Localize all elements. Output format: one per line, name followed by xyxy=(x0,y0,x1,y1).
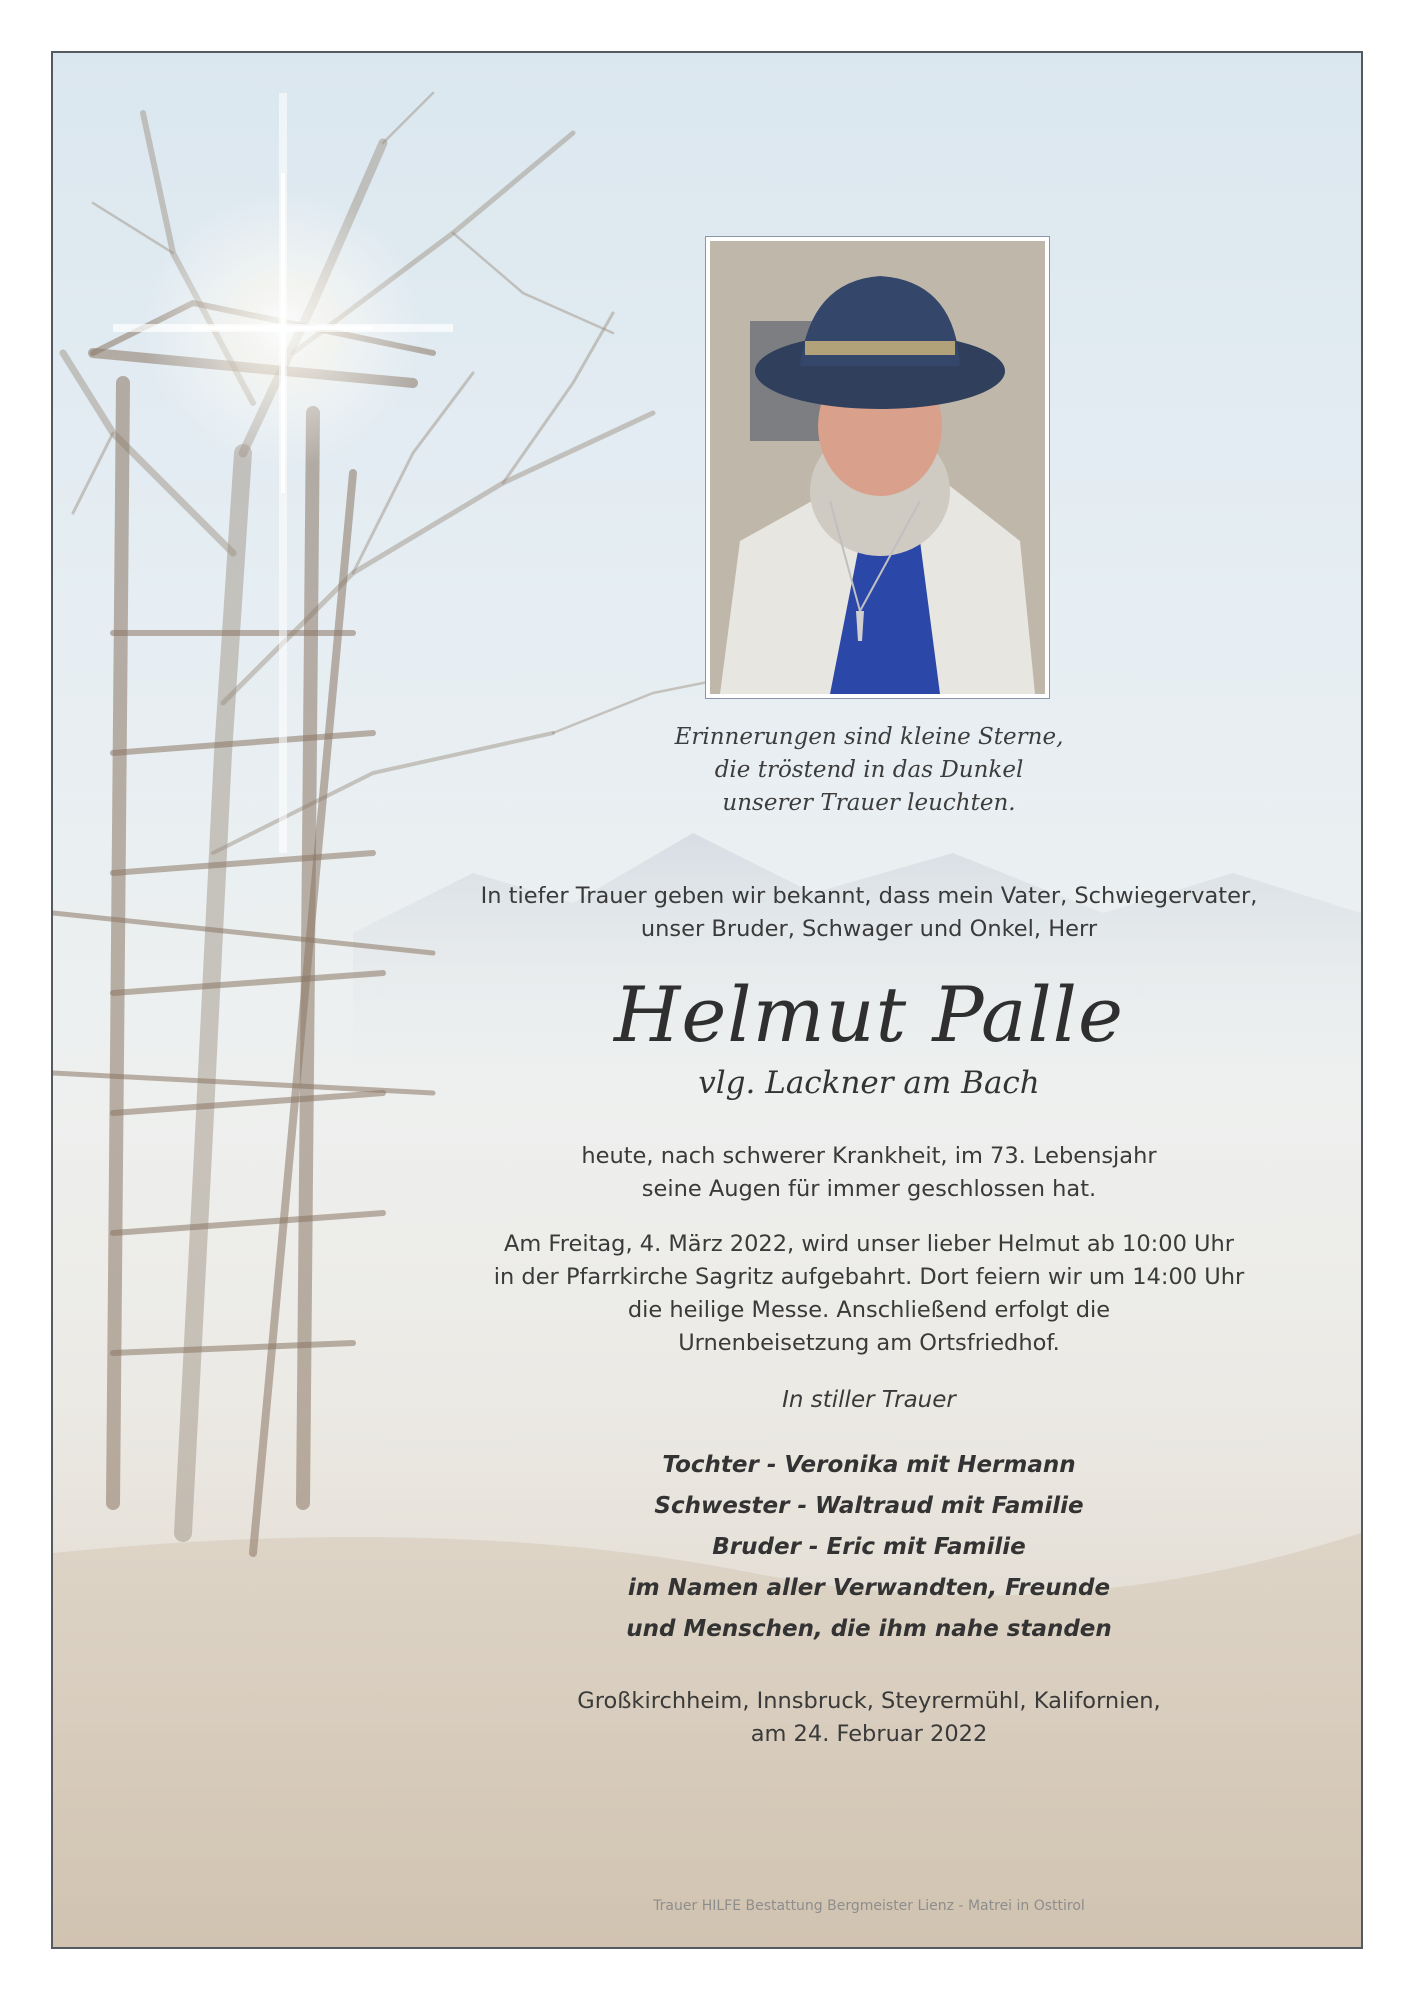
obituary-frame xyxy=(51,51,1363,1949)
quote-line: Erinnerungen sind kleine Sterne, xyxy=(674,724,1064,750)
announcement-text xyxy=(369,1140,1363,1206)
mourner-line: Tochter - Veronika mit Hermann xyxy=(662,1452,1076,1478)
portrait-photo-frame xyxy=(705,236,1050,699)
ceremony-line: in der Pfarrkirche Sagritz aufgebahrt. Dort feiern wir um 14:00 Uhr xyxy=(493,1264,1245,1290)
date-line: am 24. Februar 2022 xyxy=(750,1721,988,1747)
memorial-quote xyxy=(369,721,1363,820)
mourner-line: und Menschen, die ihm nahe standen xyxy=(626,1616,1112,1642)
quote-line: unserer Trauer leuchten. xyxy=(722,790,1016,816)
portrait-photo xyxy=(710,241,1045,694)
place-line: Großkirchheim, Innsbruck, Steyrermühl, Kalifornien, xyxy=(577,1688,1161,1714)
funeral-home-footer: Trauer HILFE Bestattung Bergmeister Lienz - Matrei in Osttirol xyxy=(653,1898,1085,1914)
intro-line: unser Bruder, Schwager und Onkel, Herr xyxy=(640,916,1098,942)
intro-text xyxy=(369,880,1363,946)
ceremony-line: die heilige Messe. Anschließend erfolgt die xyxy=(627,1297,1111,1323)
ceremony-line: Am Freitag, 4. März 2022, wird unser lieber Helmut ab 10:00 Uhr xyxy=(503,1231,1235,1257)
place-and-date xyxy=(369,1685,1363,1751)
intro-line: In tiefer Trauer geben wir bekannt, dass mein Vater, Schwiegervater, xyxy=(480,883,1258,909)
mourner-line: Bruder - Eric mit Familie xyxy=(712,1534,1026,1560)
mourner-line: im Namen aller Verwandten, Freunde xyxy=(627,1575,1111,1601)
deceased-vulgo-name: vlg. Lackner am Bach xyxy=(698,1065,1040,1101)
mourners-list xyxy=(369,1445,1363,1650)
announcement-line: seine Augen für immer geschlossen hat. xyxy=(641,1176,1097,1202)
mourners-heading: In stiller Trauer xyxy=(782,1387,956,1413)
mourner-line: Schwester - Waltraud mit Familie xyxy=(654,1493,1084,1519)
announcement-line: heute, nach schwerer Krankheit, im 73. Lebensjahr xyxy=(581,1143,1157,1169)
ceremony-line: Urnenbeisetzung am Ortsfriedhof. xyxy=(678,1330,1060,1356)
ceremony-text xyxy=(369,1228,1363,1360)
quote-line: die tröstend in das Dunkel xyxy=(714,757,1024,783)
deceased-name: Helmut Palle xyxy=(614,970,1124,1059)
